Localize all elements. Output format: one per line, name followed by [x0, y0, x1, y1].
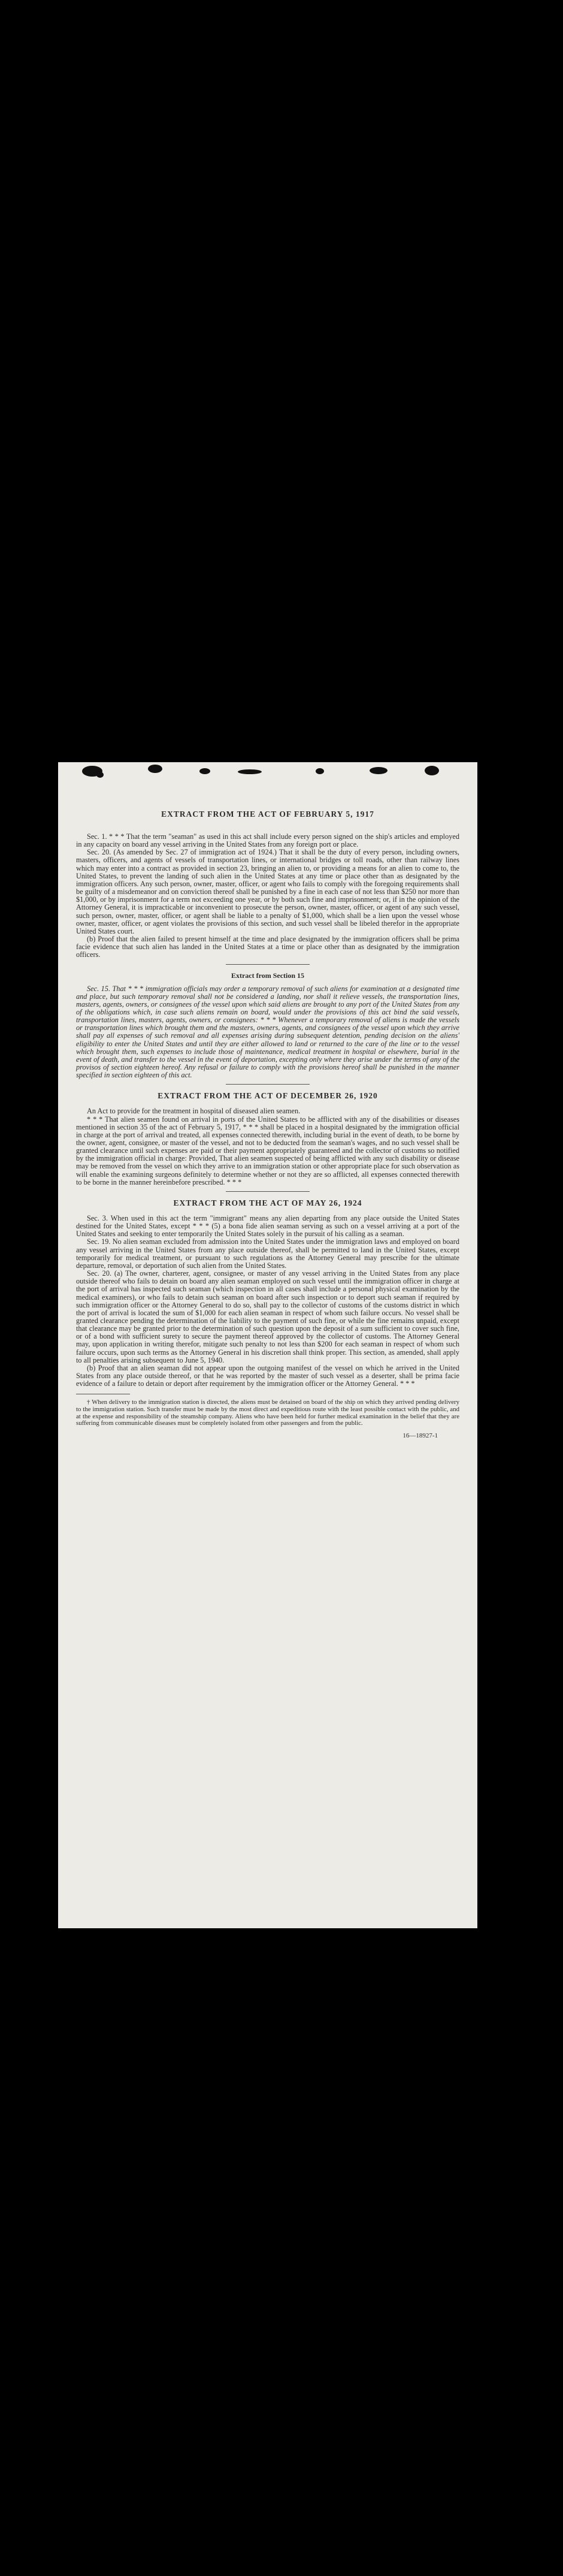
torn-edge-mark: [316, 768, 324, 774]
heading-section-15: Extract from Section 15: [231, 971, 305, 980]
paragraph-1924-sec19: Sec. 19. No alien seaman excluded from admission into the United States under the immigration laws and employed on board any vessel arriving in the United States from any place outside thereof, shall be permitted to land in the United States, except temporarily for medical treatment, or pursuant to such regulations as the Attorney General may prescribe for the ultimate departure, removal, or deportation of such alien from the United States.: [76, 1237, 459, 1270]
section-divider: [226, 1084, 310, 1085]
paragraph-section-15: Sec. 15. That * * * immigration officials may order a temporary removal of such aliens for examination at a designated time and place, but such temporary removal shall not be considered a landing, nor shall it relieve vessels, the transportation lines, masters, agents, owners, or consignees of the vessel upon which said aliens are brought to any port of the United States from any of the obligations which, in case such aliens remain on board, would under the provisions of this act bind the said vessels, transportation lines, masters, agents, owners, or consignees: * * * Whenever a temporary removal of aliens is made the vessels or transportation lines which brought them and the masters, owners, agents, and consignees of the vessel upon which they arrive shall pay all expenses of such removal and all expenses arising during subsequent detention, pending decision on the aliens' eligibility to enter the United States and until they are either allowed to land or returned to the care of the line or to the vessel which brought them, such expenses to include those of maintenance, medical treatment in hospital or elsewhere, burial in the event of death, and transfer to the vessel in the event of deportation, excepting only where they arise under the terms of any of the provisos of section eighteen hereof. Any refusal or failure to comply with the provisions hereof shall be punished in the manner specified in section eighteen of this act.: [76, 984, 459, 1080]
paragraph-1924-sec3: Sec. 3. When used in this act the term "immigrant" means any alien departing from any place outside the United States destined for the United States, except * * * (5) a bona fide alien seaman serving as such on a vessel arriving at a port of the United States and seeking to enter temporarily the United States solely in the pursuit of his calling as a seaman.: [76, 1213, 459, 1239]
paragraph-1917-sec1: Sec. 1. * * * That the term "seaman" as used in this act shall include every person signed on the ship's articles and employed in any capacity on board any vessel arriving in the United States from any foreign port or place.: [76, 832, 459, 849]
heading-act-1920: EXTRACT FROM THE ACT OF DECEMBER 26, 1920: [158, 1091, 378, 1101]
footnote: † When delivery to the immigration station is directed, the aliens must be detained on board of the ship on which they arrived pending delivery to the immigration station. Such transfer must be made by the most direct and expeditious route with the least possible contact with the public, and at the expense and responsibility of the steamship company. Aliens who have been held for further medical examination in the belief that they are suffering from communicable diseases must be completely isolated from other passengers and from the public.: [76, 1399, 459, 1427]
paragraph-1924-proof: (b) Proof that an alien seaman did not appear upon the outgoing manifest of the vessel on which he arrived in the United States from any place outside thereof, or that he was reported by the master of such vessel as a deserter, shall be prima facie evidence of a failure to detain or deport after requirement by the immigration officer or the Attorney General. * * *: [76, 1363, 459, 1388]
document-page: [58, 762, 477, 1928]
section-divider: [226, 1191, 310, 1192]
torn-edge-mark: [370, 767, 388, 774]
section-divider: [226, 964, 310, 965]
torn-edge-mark: [96, 772, 104, 778]
paragraph-1920-body: * * * That alien seamen found on arrival in ports of the United States to be afflicted with any of the disabilities or diseases mentioned in section 35 of the act of February 5, 1917, * * * shall be placed in a hospital designated by the immigration official in charge at the port of arrival and treated, all expenses connected therewith, including burial in the event of death, to be borne by the owner, agent, consignee, or master of the vessel, and not to be deducted from the seaman's wages, and no such vessel shall be granted clearance until such expenses are paid or their payment appropriately guaranteed and the collector of customs so notified by the immigration official in charge: Provided, That alien seamen suspected of being afflicted with any such disability or disease may be removed from the vessel on which they arrive to an immigration station or other appropriate place for such observation as will enable the examining surgeons definitely to determine whether or not they are so afflicted, all expenses connected therewith to be borne in the manner hereinbefore prescribed. * * *: [76, 1115, 459, 1186]
paragraph-1924-sec20: Sec. 20. (a) The owner, charterer, agent, consignee, or master of any vessel arriving in the United States from any place outside thereof who fails to detain on board any alien seaman employed on such vessel until the immigration officer in charge at the port of arrival has inspected such seaman (which inspection in all cases shall include a personal physical examination by the medical examiners), or who fails to detain such seaman on board after such inspection or to deport such seaman if required by such immigration officer or the Attorney General to do so, shall pay to the collector of customs of the customs district in which the port of arrival is located the sum of $1,000 for each alien seaman in respect of whom such failure occurs. No vessel shall be granted clearance pending the determination of the liability to the payment of such fine, or while the fine remains unpaid, except that clearance may be granted prior to the determination of such question upon the deposit of a sum sufficient to cover such fine, or of a bond with sufficient surety to secure the payment thereof approved by the collector of customs. The Attorney General may, upon application in writing therefor, mitigate such penalty to not less than $200 for each seaman in respect of whom such failure occurs, upon such terms as the Attorney General in his discretion shall think proper. This section, as amended, shall apply to all penalties arising subsequent to June 5, 1940.: [76, 1269, 459, 1364]
paragraph-1917-sec20: Sec. 20. (As amended by Sec. 27 of immigration act of 1924.) That it shall be the duty of every person, including owners, masters, officers, and agents of vessels of transportation lines, or international bridges or toll roads, other than railway lines which may enter into a contract as provided in section 23, bringing an alien to, or providing a means for an alien to come to, the United States, to prevent the landing of such alien in the United States at any time or place other than as designated by the immigration officers. Any such person, owner, master, officer, or agent who fails to comply with the foregoing requirements shall be guilty of a misdemeanor and on conviction thereof shall be punished by a fine in each case of not less than $250 nor more than $1,000, or by imprisonment for a term not exceeding one year, or by both such fine and imprisonment; or, if in the opinion of the Attorney General, it is impracticable or inconvenient to prosecute the person, owner, master, officer, or agent of any such vessel, such person, owner, master, officer, or agent shall be liable to a penalty of $1,000, which shall be a lien upon the vessel whose owner, master, officer, or agent violates the provisions of this section, and such vessel shall be libeled therefor in the appropriate United States court.: [76, 848, 459, 935]
paragraph-1917-proof: (b) Proof that the alien failed to present himself at the time and place designated by the immigration officers shall be prima facie evidence that such alien has landed in the United States at a time or place other than as designated by the immigration officers.: [76, 935, 459, 959]
heading-act-1924: EXTRACT FROM THE ACT OF MAY 26, 1924: [173, 1198, 362, 1207]
paragraph-1920-title: An Act to provide for the treatment in hospital of diseased alien seamen.: [87, 1107, 301, 1116]
torn-edge-mark: [199, 768, 210, 774]
torn-edge-mark: [148, 765, 162, 773]
torn-edge-mark: [238, 769, 262, 774]
heading-act-1917: EXTRACT FROM THE ACT OF FEBRUARY 5, 1917: [161, 810, 374, 819]
page-number: 16—18927-1: [402, 1432, 438, 1440]
torn-edge-mark: [425, 766, 439, 775]
